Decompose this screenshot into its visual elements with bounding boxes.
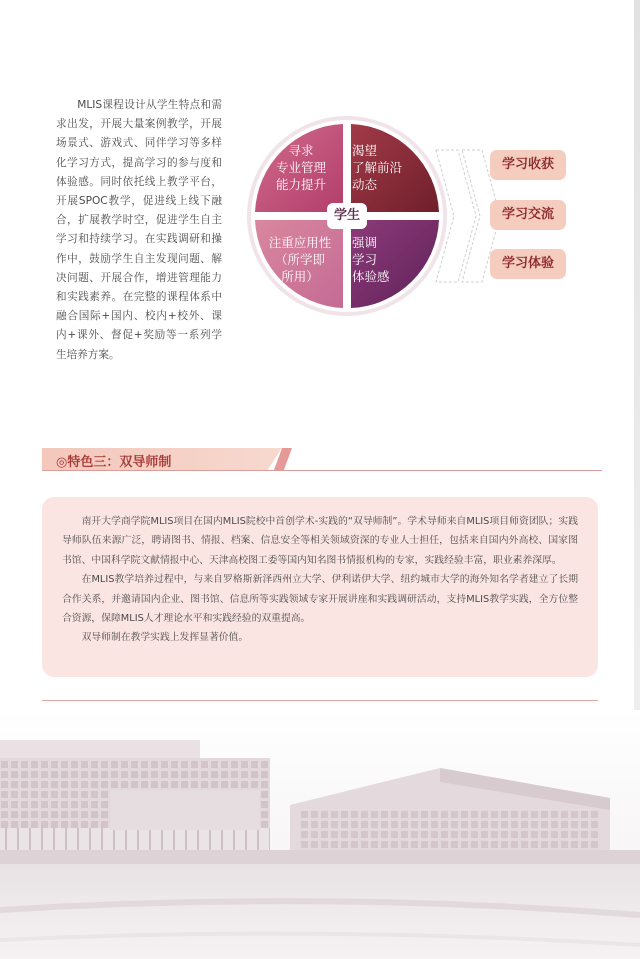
qtr-line-1: 渴望 bbox=[352, 143, 378, 158]
qbr-line-1: 强调 bbox=[352, 235, 378, 250]
qtl-line-2: 专业管理 bbox=[275, 160, 326, 175]
section-underline bbox=[42, 470, 602, 471]
outcome-learning-exchange: 学习交流 bbox=[490, 200, 566, 230]
quadrant-top-right-text bbox=[352, 142, 414, 193]
qbr-line-2: 学习 bbox=[352, 252, 378, 267]
qtl-line-3: 能力提升 bbox=[275, 177, 326, 192]
qtl-line-1: 寻求 bbox=[288, 143, 314, 158]
section-header bbox=[42, 448, 602, 474]
info-paragraph-2: 在MLIS教学培养过程中，与来自罗格斯新泽西州立大学、伊利诺伊大学、纽约城市大学的海外知名学者建立了长期合作关系，并邀请国内企业、图书馆、信息所等实践领域专家开展讲座和实践调研活动，支持MLIS教学实践，全方位整合资源，保障MLIS人才理论水平和实践经验的双重提高。 bbox=[62, 574, 578, 625]
qbl-line-2: （所学即 bbox=[274, 252, 325, 267]
intro-paragraph: MLIS课程设计从学生特点和需求出发，开展大量案例教学，开展场景式、游戏式、同伴学习等多样化学习方式，提高学习的参与度和体验感。同时依托线上教学平台，开展SPOC教学，促进线上线下融合，扩展教学时空，促进学生自主学习和持续学习。在实践调研和操作中，鼓励学生自主发现问题、解决问题、开展合作，增进管理能力和实践素养。在完整的课程体系中融合国际+国内、校内+校外、课内+课外、督促+奖励等一系列学生培养方案。 bbox=[56, 99, 222, 361]
student-needs-diagram bbox=[236, 112, 596, 322]
quadrant-bottom-left-text bbox=[258, 234, 342, 285]
qbl-line-3: 所用） bbox=[281, 269, 319, 284]
quadrant-top-left-text bbox=[260, 142, 342, 193]
qtr-line-3: 动态 bbox=[352, 177, 378, 192]
outcome-learning-experience: 学习体验 bbox=[490, 249, 566, 279]
info-paragraph-3: 双导师制在教学实践上发挥显著价值。 bbox=[81, 632, 249, 644]
quadrant-bottom-right-text bbox=[352, 234, 400, 285]
center-student-label: 学生 bbox=[327, 203, 367, 229]
dual-mentor-info-box bbox=[42, 497, 598, 677]
campus-photo-graphic bbox=[0, 710, 640, 959]
section-title: ◎特色三：双导师制 bbox=[56, 455, 172, 470]
qtr-line-2: 了解前沿 bbox=[352, 160, 403, 175]
divider-line bbox=[42, 700, 598, 701]
outcome-learning-gains: 学习收获 bbox=[490, 150, 566, 180]
info-paragraph-1: 南开大学商学院MLIS项目在国内MLIS院校中首创学术-实践的“双导师制”。学术导师来自MLIS项目师资团队；实践导师队伍来源广泛，聘请图书、情报、档案、信息安全等相关领域资深的专业人士担任，包括来自国内外高校、国家图书馆、中国科学院文献情报中心、天津高校图工委等国内知名图书情报机构的专家，实践经验丰富，职业素养深厚。 bbox=[62, 516, 578, 566]
qbr-line-3: 体验感 bbox=[352, 269, 390, 284]
qbl-line-1: 注重应用性 bbox=[268, 235, 332, 250]
campus-building-photo bbox=[0, 710, 640, 959]
